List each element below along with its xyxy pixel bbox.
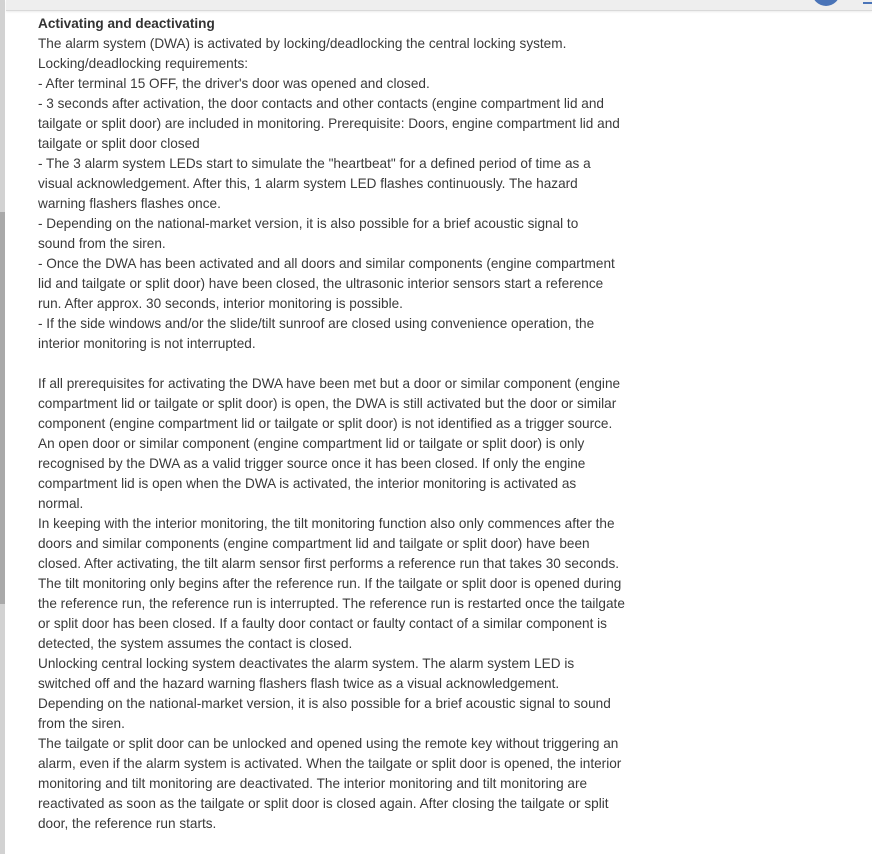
text-line: alarm, even if the alarm system is activated. When the tailgate or split door is opened, the interior: [38, 756, 622, 771]
text-line: doors and similar components (engine compartment lid and tailgate or split door) have been: [38, 536, 590, 551]
text-line: normal.: [38, 496, 84, 511]
left-scrollbar-track[interactable]: [0, 0, 5, 854]
text-line: detected, the system assumes the contact is closed.: [38, 636, 353, 651]
text-line: sound from the siren.: [38, 236, 166, 251]
text-line: tailgate or split door) are included in monitoring. Prerequisite: Doors, engine compartment lid and: [38, 116, 620, 131]
text-line: door, the reference run starts.: [38, 816, 217, 831]
text-line: the reference run, the reference run is interrupted. The reference run is restarted once the tailgate: [38, 596, 625, 611]
menu-icon[interactable]: [863, 2, 872, 4]
paragraph-spacer: [38, 354, 658, 374]
text-line: closed. After activating, the tilt alarm sensor first performs a reference run that takes 30 seconds.: [38, 556, 620, 571]
text-line: component (engine compartment lid or tailgate or split door) is not identified as a trigger source.: [38, 416, 613, 431]
user-avatar-icon[interactable]: [812, 0, 840, 6]
document-body: [38, 14, 658, 834]
text-line: The tailgate or split door can be unlocked and opened using the remote key without triggering an: [38, 736, 619, 751]
text-line: An open door or similar component (engine compartment lid or tailgate or split door) is only: [38, 436, 585, 451]
paragraph-lines: [38, 34, 658, 834]
text-line: compartment lid is open when the DWA is activated, the interior monitoring is activated as: [38, 476, 577, 491]
text-line: - 3 seconds after activation, the door contacts and other contacts (engine compartment lid and: [38, 96, 604, 111]
text-line: monitoring and tilt monitoring are deactivated. The interior monitoring and tilt monitoring are: [38, 776, 588, 791]
text-line: - If the side windows and/or the slide/tilt sunroof are closed using convenience operation, the: [38, 316, 595, 331]
text-line: or split door has been closed. If a faulty door contact or faulty contact of a similar component is: [38, 616, 607, 631]
text-line: Locking/deadlocking requirements:: [38, 56, 249, 71]
text-line: tailgate or split door closed: [38, 136, 200, 151]
text-line: run. After approx. 30 seconds, interior monitoring is possible.: [38, 296, 403, 311]
text-line: switched off and the hazard warning flashers flash twice as a visual acknowledgement.: [38, 676, 560, 691]
text-line: warning flashers flashes once.: [38, 196, 221, 211]
text-line: If all prerequisites for activating the DWA have been met but a door or similar component (engine: [38, 376, 621, 391]
text-line: interior monitoring is not interrupted.: [38, 336, 256, 351]
text-line: - The 3 alarm system LEDs start to simulate the "heartbeat" for a defined period of time as a: [38, 156, 591, 171]
text-line: - After terminal 15 OFF, the driver's door was opened and closed.: [38, 76, 430, 91]
section-heading: Activating and deactivating: [38, 16, 215, 31]
text-line: Depending on the national-market version, it is also possible for a brief acoustic signal to sound: [38, 696, 611, 711]
text-line: The tilt monitoring only begins after the reference run. If the tailgate or split door is opened during: [38, 576, 622, 591]
top-toolbar-edge: [6, 0, 872, 11]
text-line: compartment lid or tailgate or split door) is open, the DWA is still activated but the door or similar: [38, 396, 617, 411]
text-line: from the siren.: [38, 716, 125, 731]
text-line: visual acknowledgement. After this, 1 alarm system LED flashes continuously. The hazard: [38, 176, 578, 191]
text-line: - Depending on the national-market version, it is also possible for a brief acoustic signal to: [38, 216, 579, 231]
text-line: reactivated as soon as the tailgate or split door is closed again. After closing the tailgate or split: [38, 796, 609, 811]
left-scrollbar-thumb[interactable]: [0, 212, 5, 604]
text-line: The alarm system (DWA) is activated by locking/deadlocking the central locking system.: [38, 36, 567, 51]
text-line: lid and tailgate or split door) have been closed, the ultrasonic interior sensors start a reference: [38, 276, 604, 291]
text-line: recognised by the DWA as a valid trigger source once it has been closed. If only the engine: [38, 456, 586, 471]
text-line: In keeping with the interior monitoring, the tilt monitoring function also only commences after the: [38, 516, 615, 531]
text-line: Unlocking central locking system deactivates the alarm system. The alarm system LED is: [38, 656, 575, 671]
text-line: - Once the DWA has been activated and all doors and similar components (engine compartment: [38, 256, 615, 271]
